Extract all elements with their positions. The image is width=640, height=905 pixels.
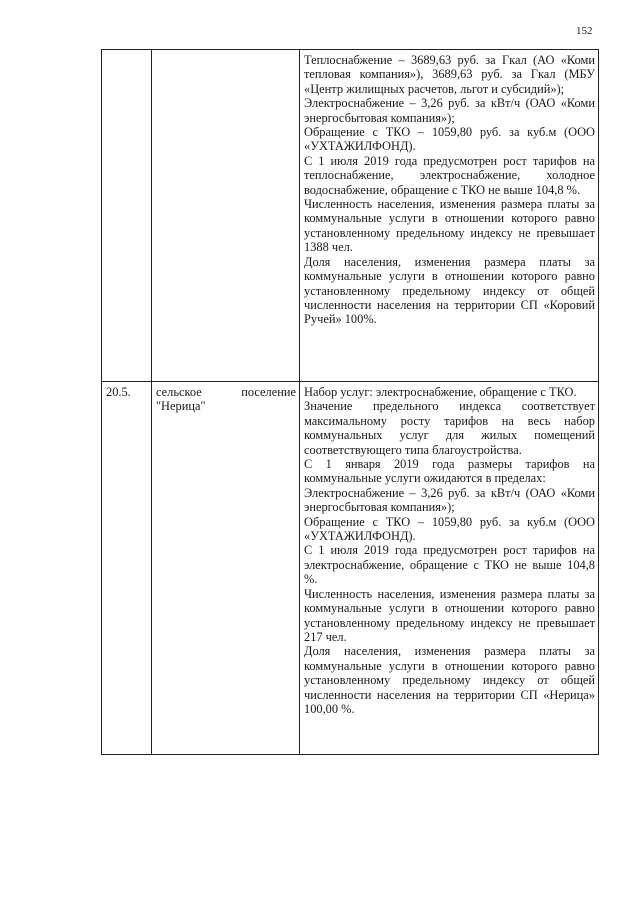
table-row <box>102 382 599 755</box>
paragraph: Электроснабжение – 3,26 руб. за кВт/ч (ОАО «Коми энергосбытовая компания»); <box>304 96 595 125</box>
tariff-table <box>101 49 599 755</box>
tariff-description-cell <box>300 50 599 382</box>
paragraph: Доля населения, изменения размера платы за коммунальные услуги в отношении которого равно установленному предельному индексу от общей численности населения на территории СП «Коровий Ручей» 100%. <box>304 254 595 327</box>
settlement-cell: сельское поселение "Нерица" <box>152 382 300 755</box>
tariff-description-cell <box>300 382 599 755</box>
paragraph: Численность населения, изменения размера платы за коммунальные услуги в отношении которого равно установленному предельному индексу не превышает 217 чел. <box>304 586 595 644</box>
paragraph: Доля населения, изменения размера платы за коммунальные услуги в отношении которого равно установленному предельному индексу от общей численности населения на территории СП «Нерица» 100,00 %. <box>304 644 595 716</box>
paragraph: Обращение с ТКО – 1059,80 руб. за куб.м (ООО «УХТАЖИЛФОНД). <box>304 125 595 154</box>
row-number-cell: 20.5. <box>102 382 152 755</box>
paragraph: Теплоснабжение – 3689,63 руб. за Гкал (АО «Коми тепловая компания»), 3689,63 руб. за Гкал (МБУ «Центр жилищных расчетов, льгот и субсидий»); <box>304 53 595 96</box>
paragraph: С 1 июля 2019 года предусмотрен рост тарифов на электроснабжение, обращение с ТКО не выше 104,8 %. <box>304 543 595 587</box>
paragraph: Численность населения, изменения размера платы за коммунальные услуги в отношении которого равно установленному предельному индексу не превышает 1388 чел. <box>304 197 595 255</box>
page-number: 152 <box>576 25 593 37</box>
paragraph: Обращение с ТКО – 1059,80 руб. за куб.м (ООО «УХТАЖИЛФОНД). <box>304 514 595 544</box>
paragraph: С 1 января 2019 года размеры тарифов на коммунальные услуги ожидаются в пределах: <box>304 457 595 486</box>
paragraph: Набор услуг: электроснабжение, обращение с ТКО. <box>304 385 577 399</box>
paragraph: Значение предельного индекса соответствует максимальному росту тарифов на весь набор коммунальных услуг для жилых помещений соответствующего типа благоустройства. <box>304 399 595 457</box>
row-number-cell <box>102 50 152 382</box>
paragraph: С 1 июля 2019 года предусмотрен рост тарифов на теплоснабжение, электроснабжение, холодное водоснабжение, обращение с ТКО не выше 104,8 %. <box>304 153 595 197</box>
paragraph: Электроснабжение – 3,26 руб. за кВт/ч (ОАО «Коми энергосбытовая компания»); <box>304 485 595 515</box>
table-row <box>102 50 599 382</box>
settlement-cell <box>152 50 300 382</box>
